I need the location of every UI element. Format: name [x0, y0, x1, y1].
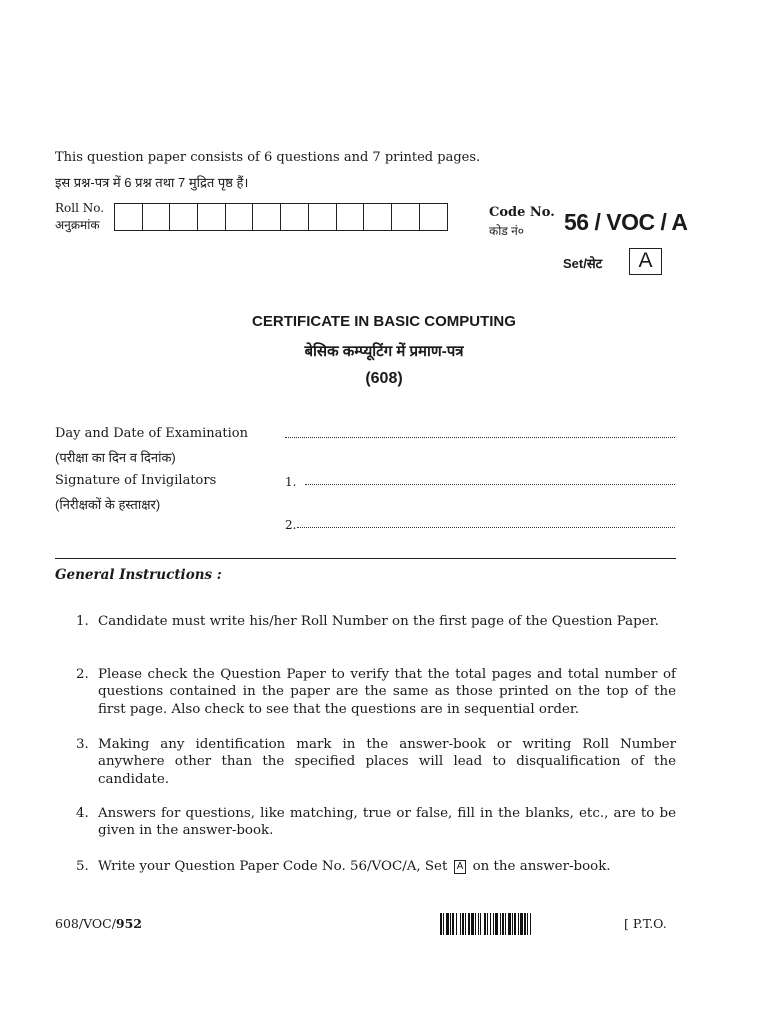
footer-code	[55, 916, 142, 931]
invigilator-1-num: 1.	[285, 475, 297, 489]
invigilators-label-en: Signature of Invigilators	[55, 473, 217, 488]
roll-digit-box[interactable]	[198, 204, 226, 230]
pages-info-en: This question paper consists of 6 questions and 7 printed pages.	[55, 150, 481, 165]
instruction-text-after: on the answer-book.	[472, 859, 611, 874]
instruction-text	[98, 858, 676, 875]
barcode	[440, 913, 612, 935]
roll-digit-box[interactable]	[281, 204, 309, 230]
divider	[55, 558, 676, 559]
instruction-text: Candidate must write his/her Roll Number on the first page of the Question Paper.	[98, 614, 659, 629]
roll-number-boxes[interactable]	[114, 203, 448, 231]
footer-code-prefix: 608/VOC/	[55, 916, 116, 931]
roll-digit-box[interactable]	[143, 204, 171, 230]
roll-digit-box[interactable]	[170, 204, 198, 230]
roll-digit-box[interactable]	[392, 204, 420, 230]
instruction-text: Answers for questions, like matching, true or false, fill in the blanks, etc., are to be given in the answer-book.	[98, 806, 676, 839]
invigilators-label-hi: (निरीक्षकों के हस्ताक्षर)	[55, 497, 161, 512]
instruction-number: 5.	[76, 859, 89, 874]
instructions-heading: General Instructions :	[55, 567, 222, 583]
instruction-number: 1.	[76, 614, 89, 629]
roll-label-en: Roll No.	[55, 201, 105, 215]
instruction-item	[76, 666, 676, 718]
exam-date-field[interactable]	[285, 437, 675, 438]
roll-digit-box[interactable]	[226, 204, 254, 230]
instruction-item	[76, 736, 676, 788]
barcode-bar	[531, 913, 532, 935]
invigilator-1-field[interactable]	[305, 484, 675, 485]
roll-digit-box[interactable]	[364, 204, 392, 230]
roll-label-hi: अनुक्रमांक	[55, 218, 100, 232]
code-label-hi: कोड नं०	[489, 224, 524, 238]
exam-date-label-hi: (परीक्षा का दिन व दिनांक)	[55, 450, 176, 465]
instruction-number: 3.	[76, 737, 89, 752]
instruction-text: Making any identification mark in the answer-book or writing Roll Number anywhere other than the specified places will lead to disqualification of the candidate.	[98, 737, 676, 787]
course-title-en: CERTIFICATE IN BASIC COMPUTING	[252, 313, 516, 330]
invigilator-2-field[interactable]	[297, 527, 675, 528]
roll-digit-box[interactable]	[253, 204, 281, 230]
invigilator-2-num: 2.	[285, 518, 297, 532]
pto-label: [ P.T.O.	[624, 916, 667, 931]
instruction-text-before: Write your Question Paper Code No. 56/VOC/A, Set	[98, 859, 448, 874]
course-code: (608)	[365, 370, 403, 387]
set-mini-box: A	[454, 860, 467, 874]
instruction-number: 4.	[76, 806, 89, 821]
roll-digit-box[interactable]	[309, 204, 337, 230]
exam-date-label-en: Day and Date of Examination	[55, 426, 248, 441]
instruction-item	[76, 858, 676, 875]
roll-digit-box[interactable]	[115, 204, 143, 230]
instruction-text: Please check the Question Paper to verify that the total pages and total number of questions contained in the paper are the same as those printed on the top of the first page. Also check to see that the questions are in sequential order.	[98, 667, 676, 717]
instruction-item	[76, 613, 676, 630]
code-label-en: Code No.	[489, 205, 555, 220]
roll-digit-box[interactable]	[337, 204, 365, 230]
set-label: Set/सेट	[563, 256, 603, 271]
footer-code-number: 952	[115, 916, 142, 931]
roll-digit-box[interactable]	[420, 204, 448, 230]
instruction-number: 2.	[76, 667, 89, 682]
paper-code: 56 / VOC / A	[564, 209, 688, 235]
course-title-hi: बेसिक कम्प्यूटिंग में प्रमाण-पत्र	[304, 343, 464, 360]
set-box: A	[629, 248, 662, 275]
instruction-item	[76, 805, 676, 840]
pages-info-hi: इस प्रश्न-पत्र में 6 प्रश्न तथा 7 मुद्रित पृष्ठ हैं।	[55, 175, 249, 190]
